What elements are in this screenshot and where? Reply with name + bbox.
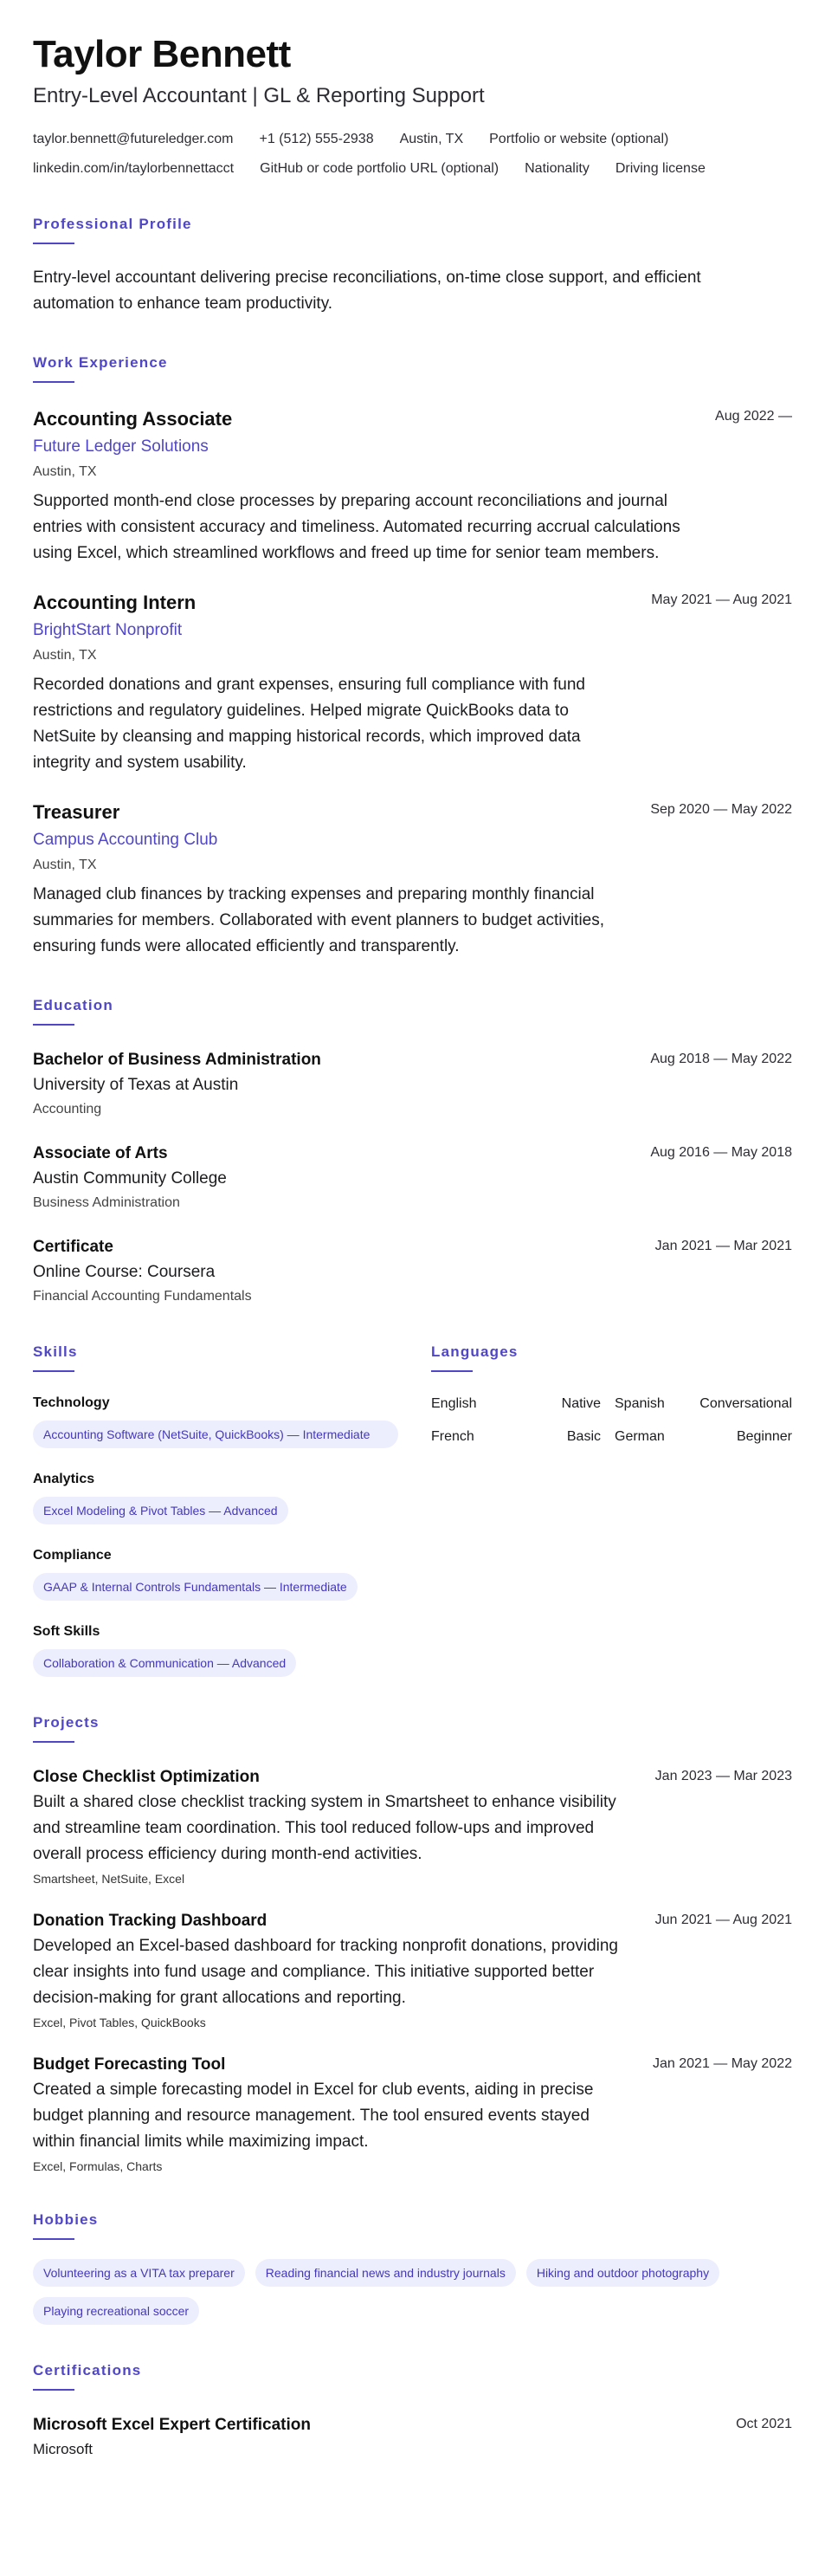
job-description: Recorded donations and grant expenses, ensuring full compliance with fund restrictions and regulatory guidelines. Helped migrate QuickBooks data to NetSuite by cleansing and mapping historical records, which improved data integrity and system usability. bbox=[33, 676, 585, 772]
language-name: French bbox=[431, 1429, 474, 1444]
section-title: Professional Profile bbox=[33, 216, 192, 232]
certification-entry bbox=[33, 2415, 792, 2459]
entry-dates: Jan 2021 — Mar 2021 bbox=[654, 1239, 792, 1253]
institution-name: Austin Community College bbox=[33, 1169, 227, 1188]
section-title: Hobbies bbox=[33, 2211, 99, 2228]
skill-category: Soft Skills bbox=[33, 1624, 100, 1639]
languages-section bbox=[431, 1343, 792, 1677]
section-divider bbox=[33, 1741, 74, 1743]
entry-dates: Jun 2021 — Aug 2021 bbox=[654, 1913, 792, 1927]
job-description: Supported month-end close processes by preparing account reconciliations and journal entries with consistent accuracy and timeliness. Automated recurring accrual calculations using Excel, which streamlined workflows and freed up time for senior team members. bbox=[33, 492, 680, 562]
contact-driving-license: Driving license bbox=[615, 161, 706, 176]
contact-github[interactable]: GitHub or code portfolio URL (optional) bbox=[260, 161, 500, 176]
experience-entry bbox=[33, 591, 792, 776]
certifications-section bbox=[33, 2361, 792, 2459]
institution-name: University of Texas at Austin bbox=[33, 1076, 239, 1094]
skills-languages-row bbox=[33, 1343, 792, 1677]
section-divider bbox=[33, 243, 74, 244]
job-location: Austin, TX bbox=[33, 648, 97, 663]
contact-phone[interactable]: +1 (512) 555-2938 bbox=[259, 132, 374, 146]
education-entry bbox=[33, 1237, 792, 1306]
skill-category: Compliance bbox=[33, 1548, 112, 1563]
certification-issuer: Microsoft bbox=[33, 2441, 93, 2457]
contact-email[interactable]: taylor.bennett@futureledger.com bbox=[33, 132, 234, 146]
section-title: Projects bbox=[33, 1714, 100, 1731]
language-name: English bbox=[431, 1396, 477, 1411]
projects-section bbox=[33, 1713, 792, 2174]
skill-group bbox=[33, 1471, 431, 1524]
company-name: Campus Accounting Club bbox=[33, 831, 218, 849]
field-of-study: Business Administration bbox=[33, 1195, 180, 1210]
contact-list bbox=[33, 130, 792, 178]
profile-summary: Entry-level accountant delivering precise reconciliations, on-time close support, and efficient automation to enhance team productivity. bbox=[33, 269, 701, 313]
experience-entry bbox=[33, 800, 792, 960]
skill-chip: Excel Modeling & Pivot Tables — Advanced bbox=[33, 1497, 288, 1524]
project-name: Donation Tracking Dashboard bbox=[33, 1912, 267, 1930]
company-name: Future Ledger Solutions bbox=[33, 437, 209, 456]
skill-group bbox=[33, 1623, 431, 1677]
skills-section bbox=[33, 1343, 431, 1677]
project-entry bbox=[33, 2055, 792, 2174]
project-tech-stack: Excel, Formulas, Charts bbox=[33, 2159, 163, 2173]
section-divider bbox=[33, 2389, 74, 2391]
skill-category: Technology bbox=[33, 1395, 110, 1410]
skill-chip: GAAP & Internal Controls Fundamentals — Intermediate bbox=[33, 1573, 358, 1601]
language-level: Conversational bbox=[699, 1396, 792, 1411]
hobby-chip: Hiking and outdoor photography bbox=[526, 2259, 719, 2287]
section-title: Skills bbox=[33, 1343, 78, 1360]
project-description: Created a simple forecasting model in Excel for club events, aiding in precise budget planning and resource management. The tool ensured events stayed within financial limits while maximizing impact. bbox=[33, 2081, 594, 2151]
section-divider bbox=[33, 2238, 74, 2240]
hobby-list bbox=[33, 2259, 795, 2325]
experience-entry bbox=[33, 407, 792, 566]
education-section bbox=[33, 996, 792, 1306]
project-name: Close Checklist Optimization bbox=[33, 1768, 260, 1786]
experience-section bbox=[33, 353, 792, 960]
project-description: Developed an Excel-based dashboard for tracking nonprofit donations, providing clear insights into fund usage and compliance. This initiative supported better decision-making for grant allocations and reporting. bbox=[33, 1937, 618, 2007]
job-title: Accounting Associate bbox=[33, 408, 233, 430]
entry-dates: Aug 2016 — May 2018 bbox=[650, 1145, 792, 1160]
hobby-chip: Volunteering as a VITA tax preparer bbox=[33, 2259, 245, 2287]
section-title: Education bbox=[33, 997, 113, 1013]
entry-dates: Aug 2022 — bbox=[715, 409, 792, 424]
skill-group bbox=[33, 1395, 431, 1448]
job-location: Austin, TX bbox=[33, 464, 97, 479]
project-tech-stack: Excel, Pivot Tables, QuickBooks bbox=[33, 2016, 206, 2029]
section-title: Certifications bbox=[33, 2362, 142, 2379]
degree-title: Certificate bbox=[33, 1238, 113, 1256]
degree-title: Associate of Arts bbox=[33, 1144, 168, 1162]
education-entry bbox=[33, 1050, 792, 1119]
entry-dates: Aug 2018 — May 2022 bbox=[650, 1052, 792, 1066]
field-of-study: Financial Accounting Fundamentals bbox=[33, 1289, 252, 1304]
profile-section bbox=[33, 215, 792, 317]
job-description: Managed club finances by tracking expenses and preparing monthly financial summaries for members. Collaborated with event planners to budget activities, ensuring funds were allocated efficiently and transparently. bbox=[33, 885, 605, 955]
contact-linkedin[interactable]: linkedin.com/in/taylorbennettacct bbox=[33, 161, 235, 176]
skill-group bbox=[33, 1547, 431, 1601]
project-name: Budget Forecasting Tool bbox=[33, 2055, 226, 2074]
project-tech-stack: Smartsheet, NetSuite, Excel bbox=[33, 1872, 185, 1886]
hobbies-section bbox=[33, 2210, 792, 2325]
entry-dates: Jan 2023 — Mar 2023 bbox=[654, 1769, 792, 1783]
section-divider bbox=[33, 381, 74, 383]
section-title: Work Experience bbox=[33, 354, 168, 371]
project-entry bbox=[33, 1767, 792, 1887]
language-level: Native bbox=[561, 1396, 601, 1411]
language-name: German bbox=[615, 1429, 665, 1444]
section-title: Languages bbox=[431, 1343, 519, 1360]
section-divider bbox=[33, 1370, 74, 1372]
contact-location: Austin, TX bbox=[399, 132, 464, 146]
job-location: Austin, TX bbox=[33, 858, 97, 872]
project-description: Built a shared close checklist tracking system in Smartsheet to enhance visibility and streamline team coordination. This tool reduced follow-ups and improved overall process efficiency during month-end activities. bbox=[33, 1793, 616, 1863]
hobby-chip: Reading financial news and industry journals bbox=[255, 2259, 516, 2287]
entry-dates: Jan 2021 — May 2022 bbox=[653, 2056, 792, 2071]
degree-title: Bachelor of Business Administration bbox=[33, 1051, 321, 1069]
contact-nationality: Nationality bbox=[525, 161, 590, 176]
entry-dates: May 2021 — Aug 2021 bbox=[651, 592, 792, 607]
language-level: Basic bbox=[566, 1429, 601, 1444]
language-name: Spanish bbox=[615, 1396, 665, 1411]
project-entry bbox=[33, 1911, 792, 2030]
candidate-headline: Entry-Level Accountant | GL & Reporting Support bbox=[33, 84, 485, 107]
skill-category: Analytics bbox=[33, 1472, 95, 1486]
job-title: Accounting Intern bbox=[33, 592, 197, 613]
education-entry bbox=[33, 1143, 792, 1213]
contact-portfolio[interactable]: Portfolio or website (optional) bbox=[489, 132, 669, 146]
field-of-study: Accounting bbox=[33, 1102, 102, 1116]
entry-dates: Sep 2020 — May 2022 bbox=[650, 802, 792, 817]
entry-dates: Oct 2021 bbox=[736, 2417, 792, 2431]
certification-name: Microsoft Excel Expert Certification bbox=[33, 2416, 311, 2434]
skill-chip: Accounting Software (NetSuite, QuickBooks) — Intermediate bbox=[33, 1421, 398, 1448]
job-title: Treasurer bbox=[33, 801, 120, 823]
institution-name: Online Course: Coursera bbox=[33, 1263, 216, 1281]
resume-header bbox=[33, 33, 792, 178]
hobby-chip: Playing recreational soccer bbox=[33, 2297, 199, 2325]
section-divider bbox=[431, 1370, 473, 1372]
language-level: Beginner bbox=[736, 1429, 792, 1444]
language-list bbox=[431, 1395, 792, 1447]
company-name: BrightStart Nonprofit bbox=[33, 621, 183, 639]
skill-chip: Collaboration & Communication — Advanced bbox=[33, 1649, 296, 1677]
section-divider bbox=[33, 1024, 74, 1026]
candidate-name: Taylor Bennett bbox=[33, 33, 291, 75]
